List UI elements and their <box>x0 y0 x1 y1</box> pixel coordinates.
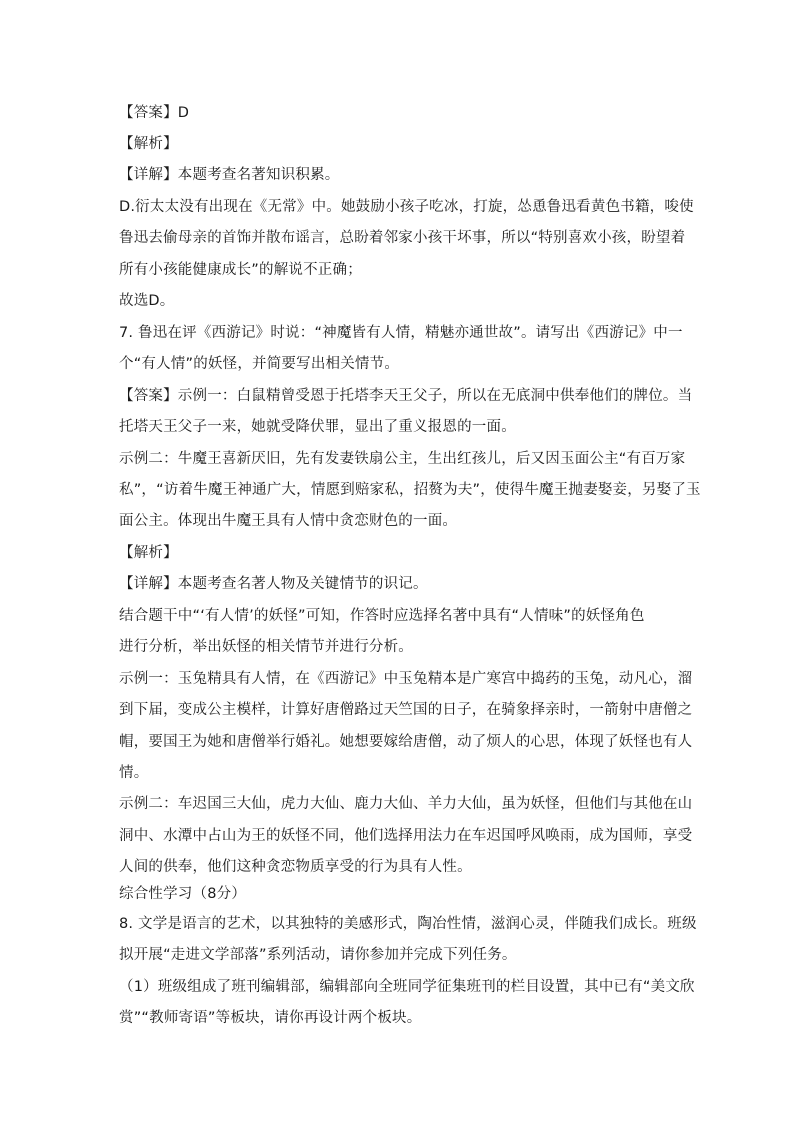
paragraph-line: 结合题干中“‘有人情’的妖怪”可知，作答时应选择名著中具有“人情味”的妖怪角色 <box>119 608 645 624</box>
analysis-label-6: 【解析】 <box>119 136 178 152</box>
conclusion-line: 故选D。 <box>119 293 175 309</box>
analysis-label-7: 【解析】 <box>119 545 178 561</box>
question-7: 7. 鲁迅在评《西游记》时说：“神魔皆有人情，精魅亦通世故”。请写出《西游记》中一 <box>119 325 683 341</box>
sub-question-1: （1）班级组成了班刊编辑部，编辑部向全班同学征集班刊的栏目设置，其中已有“美文欣 <box>119 979 695 995</box>
paragraph-line: 所有小孩能健康成长”的解说不正确； <box>119 262 362 278</box>
detail-line: 【详解】本题考查名著知识积累。 <box>119 167 340 183</box>
question-8-cont: 拟开展“走进文学部落”系列活动，请你参加并完成下列任务。 <box>119 947 517 963</box>
paragraph-line: 进行分析，举出妖怪的相关情节并进行分析。 <box>119 639 413 655</box>
question-8: 8. 文学是语言的艺术，以其独特的美感形式，陶冶性情，滋润心灵，伴随我们成长。班级 <box>119 916 697 932</box>
analysis-example-1-cont: 帽，要国王为她和唐僧举行婚礼。她想要嫁给唐僧，动了烦人的心思，体现了妖怪也有人 <box>119 734 693 750</box>
paragraph-line: 鲁迅去偷母亲的首饰并散布谣言，总盼着邻家小孩干坏事，所以“特别喜欢小孩，盼望着 <box>119 230 686 246</box>
section-heading: 综合性学习（8分） <box>119 886 247 902</box>
paragraph-line: D.衍太太没有出现在《无常》中。她鼓励小孩子吃冰，打旋，怂恿鲁迅看黄色书籍，唆使 <box>119 199 694 215</box>
example-2-cont: 面公主。体现出牛魔王具有人情中贪恋财色的一面。 <box>119 513 458 529</box>
answer-label-6: 【答案】D <box>119 105 190 121</box>
analysis-example-2-cont: 洞中、水潭中占山为王的妖怪不同，他们选择用法力在车迟国呼风唤雨，成为国师，享受 <box>119 828 693 844</box>
sub-question-1-cont: 赏”“教师寄语”等板块，请你再设计两个板块。 <box>119 1010 422 1026</box>
analysis-example-2: 示例二：车迟国三大仙，虎力大仙、鹿力大仙、羊力大仙，虽为妖怪，但他们与其他在山 <box>119 796 693 812</box>
analysis-example-2-cont: 人间的供奉，他们这种贪恋物质享受的行为具有人性。 <box>119 859 472 875</box>
example-2: 示例二：牛魔王喜新厌旧，先有发妻铁扇公主，生出红孩儿，后又因玉面公主“有百万家 <box>119 451 686 467</box>
analysis-example-1: 示例一：玉兔精具有人情，在《西游记》中玉兔精本是广寒宫中捣药的玉兔，动凡心，溜 <box>119 671 693 687</box>
answer-7-cont: 托塔天王父子一来，她就受降伏罪，显出了重义报恩的一面。 <box>119 419 516 435</box>
analysis-example-1-cont: 情。 <box>119 765 149 781</box>
detail-line-7: 【详解】本题考查名著人物及关键情节的识记。 <box>119 576 428 592</box>
answer-7: 【答案】示例一：白鼠精曾受恩于托塔李天王父子，所以在无底洞中供奉他们的牌位。当 <box>119 388 693 404</box>
example-2-cont: 私”，“访着牛魔王神通广大，情愿到赔家私，招赘为夫”，使得牛魔王抛妻娶妾，另娶了玉 <box>119 482 701 498</box>
question-7-cont: 个“有人情”的妖怪，并简要写出相关情节。 <box>119 356 400 372</box>
analysis-example-1-cont: 到下届，变成公主模样，计算好唐僧路过天竺国的日子，在骑象择亲时，一箭射中唐僧之 <box>119 702 693 718</box>
